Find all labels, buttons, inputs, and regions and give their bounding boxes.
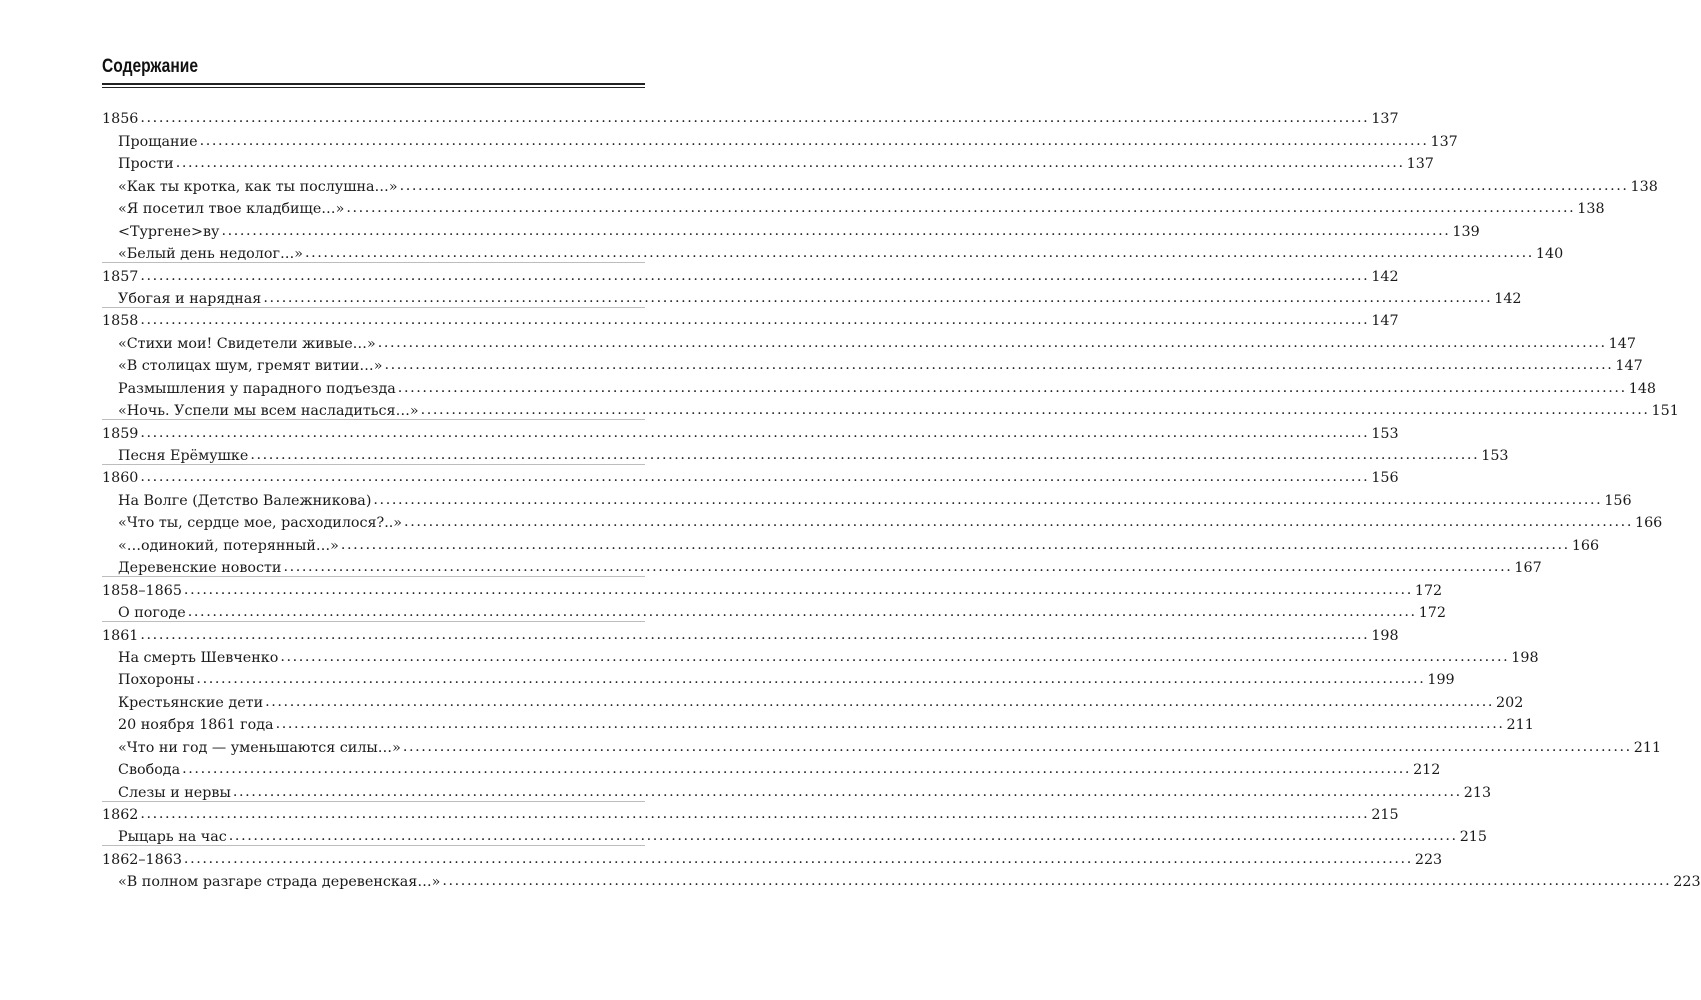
toc-section-year: 1858 — [102, 313, 139, 330]
toc-entry-title: Песня Ерёмушке — [118, 448, 249, 464]
header-rule-thick — [102, 83, 645, 85]
dot-leader: ........................................................................................................................................................................................................ — [373, 491, 1603, 508]
toc-entry-title: «Я посетил твое кладбище…» — [118, 201, 345, 218]
toc-page-number: 212 — [1413, 762, 1441, 779]
toc-page-number: 156 — [1604, 492, 1632, 509]
toc-section-year: 1857 — [102, 268, 139, 285]
toc-entry — [102, 330, 1636, 352]
toc-section-entry — [102, 420, 1399, 442]
toc-entry — [102, 712, 1534, 734]
toc-entry — [102, 689, 1524, 711]
toc-section-entry — [102, 622, 1399, 644]
toc-page-number: 138 — [1577, 201, 1605, 218]
toc-page-number: 153 — [1371, 425, 1399, 442]
page-title: Содержание — [102, 56, 198, 77]
toc-entry-title: Слезы и нервы — [118, 784, 231, 801]
toc-page-number: 147 — [1615, 358, 1643, 375]
toc-section-year: 1861 — [102, 627, 139, 644]
dot-leader: ........................................................................................................................................................................................................ — [221, 222, 1451, 239]
dot-leader: ........................................................................................................................................................................................................ — [420, 402, 1650, 419]
toc-section-year: 1862 — [102, 807, 139, 823]
toc-entry — [102, 353, 1643, 375]
dot-leader: ........................................................................................................................................................................................................ — [442, 873, 1672, 890]
toc-entry-title: Размышления у парадного подъезда — [118, 380, 396, 397]
toc-entry — [102, 734, 1662, 756]
toc-section-year: 1858–1865 — [102, 582, 182, 599]
toc-entry — [102, 510, 1663, 532]
toc-page-number: 140 — [1535, 246, 1564, 263]
toc-page-number: 199 — [1427, 672, 1455, 689]
toc-page-number: 198 — [1371, 627, 1399, 644]
dot-leader: ........................................................................................................................................................................................................ — [280, 648, 1510, 665]
toc-section-entry — [102, 263, 1399, 285]
toc-entry — [102, 151, 1434, 173]
dot-leader: ........................................................................................................................................................................................................ — [183, 581, 1413, 598]
toc-entry — [102, 196, 1605, 218]
toc-page-number: 153 — [1481, 448, 1509, 464]
toc-page-number: 167 — [1514, 560, 1542, 577]
dot-leader: ........................................................................................................................................................................................................ — [196, 671, 1426, 688]
toc-page-number: 137 — [1371, 111, 1399, 128]
toc-entry-title: «Ночь. Успели мы всем насладиться…» — [118, 403, 419, 420]
toc-page-number: 139 — [1452, 223, 1480, 240]
dot-leader: ........................................................................................................................................................................................................ — [232, 783, 1462, 800]
toc-entry — [102, 286, 1522, 308]
dot-leader: ........................................................................................................................................................................................................ — [346, 200, 1576, 217]
dot-leader: ........................................................................................................................................................................................................ — [140, 469, 1370, 486]
toc-page-number: 147 — [1608, 335, 1636, 352]
toc-entry-title: Убогая и нарядная — [118, 290, 262, 307]
toc-entry-title: Деревенские новости — [118, 560, 282, 577]
toc-section-year: 1856 — [102, 111, 139, 128]
toc-entry-title: «Что ни год — уменьшаются силы…» — [118, 739, 401, 756]
toc-page-number: 147 — [1371, 313, 1399, 330]
toc-page-number: 223 — [1414, 851, 1443, 868]
dot-leader: ........................................................................................................................................................................................................ — [140, 312, 1370, 329]
toc-entry — [102, 532, 1600, 554]
toc-entry — [102, 398, 1679, 420]
toc-entry — [102, 645, 1539, 667]
toc-section-entry — [102, 802, 1399, 824]
toc-page-number: 223 — [1673, 874, 1701, 891]
toc-entry — [102, 757, 1441, 779]
toc-page-number: 215 — [1459, 829, 1487, 846]
toc-entry-title: Рыцарь на час — [118, 829, 227, 846]
toc-entry — [102, 869, 1701, 891]
toc-section-entry — [102, 106, 1399, 128]
dot-leader: ........................................................................................................................................................................................................ — [187, 604, 1417, 621]
toc-page-number: 211 — [1633, 739, 1662, 756]
dot-leader: ........................................................................................................................................................................................................ — [404, 514, 1633, 531]
toc-page-number: 142 — [1371, 268, 1399, 285]
toc-page-number: 215 — [1371, 807, 1399, 823]
dot-leader: ........................................................................................................................................................................................................ — [275, 716, 1505, 733]
toc-page-number: 137 — [1430, 133, 1458, 150]
toc-entry-title: «Стихи мои! Свидетели живые…» — [118, 335, 376, 352]
dot-leader: ........................................................................................................................................................................................................ — [140, 626, 1370, 643]
dot-leader: ........................................................................................................................................................................................................ — [283, 559, 1513, 576]
toc-section-entry — [102, 577, 1443, 599]
toc-entry-title: На смерть Шевченко — [118, 649, 279, 666]
toc-page-number: 211 — [1506, 717, 1534, 734]
dot-leader: ........................................................................................................................................................................................................ — [199, 132, 1429, 149]
dot-leader: ........................................................................................................................................................................................................ — [402, 738, 1632, 755]
toc-section-entry — [102, 308, 1399, 330]
toc-page-number: 166 — [1571, 537, 1600, 554]
toc-page-number: 142 — [1494, 290, 1522, 307]
toc-entry — [102, 443, 1509, 465]
toc-entry-title: <Тургене>ву — [118, 223, 220, 240]
toc-page-number: 172 — [1418, 605, 1446, 622]
toc-section-year: 1859 — [102, 425, 139, 442]
toc-page-number: 198 — [1511, 649, 1539, 666]
table-of-contents — [102, 106, 1701, 891]
dot-leader: ........................................................................................................................................................................................................ — [399, 177, 1629, 194]
toc-entry-title: Крестьянские дети — [118, 694, 264, 711]
toc-entry-title: «В столицах шум, гремят витии…» — [118, 358, 383, 375]
dot-leader: ........................................................................................................................................................................................................ — [140, 110, 1370, 127]
header-rule-thin — [102, 87, 645, 88]
toc-entry-title: О погоде — [118, 605, 186, 622]
toc-section-entry — [102, 846, 1443, 868]
dot-leader: ........................................................................................................................................................................................................ — [182, 761, 1412, 778]
toc-section-entry — [102, 465, 1399, 487]
dot-leader: ........................................................................................................................................................................................................ — [140, 424, 1370, 441]
dot-leader: ........................................................................................................................................................................................................ — [175, 155, 1405, 172]
toc-entry-title: На Волге (Детство Валежникова) — [118, 492, 372, 509]
dot-leader: ........................................................................................................................................................................................................ — [340, 536, 1570, 553]
dot-leader: ........................................................................................................................................................................................................ — [263, 289, 1493, 306]
toc-entry — [102, 375, 1657, 397]
toc-entry-title: Свобода — [118, 762, 181, 779]
toc-entry-title: Похороны — [118, 672, 195, 689]
toc-section-year: 1862–1863 — [102, 851, 182, 868]
toc-page-number: 156 — [1371, 470, 1399, 487]
toc-entry — [102, 824, 1487, 846]
toc-entry-title: Прости — [118, 156, 174, 173]
toc-entry — [102, 600, 1446, 622]
dot-leader: ........................................................................................................................................................................................................ — [384, 357, 1614, 374]
dot-leader: ........................................................................................................................................................................................................ — [265, 693, 1495, 710]
toc-entry-title: 20 ноября 1861 года — [118, 717, 274, 734]
toc-entry-title: «Что ты, сердце мое, расходилося?..» — [118, 515, 403, 532]
dot-leader: ........................................................................................................................................................................................................ — [140, 267, 1370, 284]
toc-entry-title: «…одинокий, потерянный…» — [118, 537, 339, 554]
toc-page-number: 138 — [1630, 178, 1658, 195]
toc-entry — [102, 555, 1542, 577]
toc-entry-title: «В полном разгаре страда деревенская…» — [118, 874, 441, 891]
toc-entry — [102, 241, 1564, 263]
toc-entry — [102, 128, 1458, 150]
dot-leader: ........................................................................................................................................................................................................ — [183, 850, 1413, 867]
toc-entry-title: «Как ты кротка, как ты послушна…» — [118, 178, 398, 195]
dot-leader: ........................................................................................................................................................................................................ — [140, 806, 1370, 822]
toc-page-number: 172 — [1414, 582, 1443, 599]
toc-page-number: 202 — [1496, 694, 1524, 711]
dot-leader: ........................................................................................................................................................................................................ — [228, 828, 1458, 845]
toc-entry-title: Прощание — [118, 133, 198, 150]
toc-page-number: 148 — [1628, 380, 1657, 397]
dot-leader: ........................................................................................................................................................................................................ — [305, 245, 1534, 262]
toc-entry — [102, 487, 1632, 509]
dot-leader: ........................................................................................................................................................................................................ — [250, 447, 1480, 463]
toc-section-year: 1860 — [102, 470, 139, 487]
toc-page-number: 137 — [1406, 156, 1434, 173]
toc-entry — [102, 667, 1455, 689]
dot-leader: ........................................................................................................................................................................................................ — [377, 334, 1607, 351]
dot-leader: ........................................................................................................................................................................................................ — [397, 379, 1627, 396]
toc-entry — [102, 218, 1480, 240]
toc-page-number: 151 — [1651, 403, 1679, 420]
toc-page-number: 213 — [1463, 784, 1492, 801]
toc-entry — [102, 173, 1658, 195]
running-header — [102, 56, 645, 78]
toc-entry — [102, 779, 1492, 801]
toc-entry-title: «Белый день недолог…» — [118, 246, 303, 263]
toc-page-number: 166 — [1634, 515, 1663, 532]
